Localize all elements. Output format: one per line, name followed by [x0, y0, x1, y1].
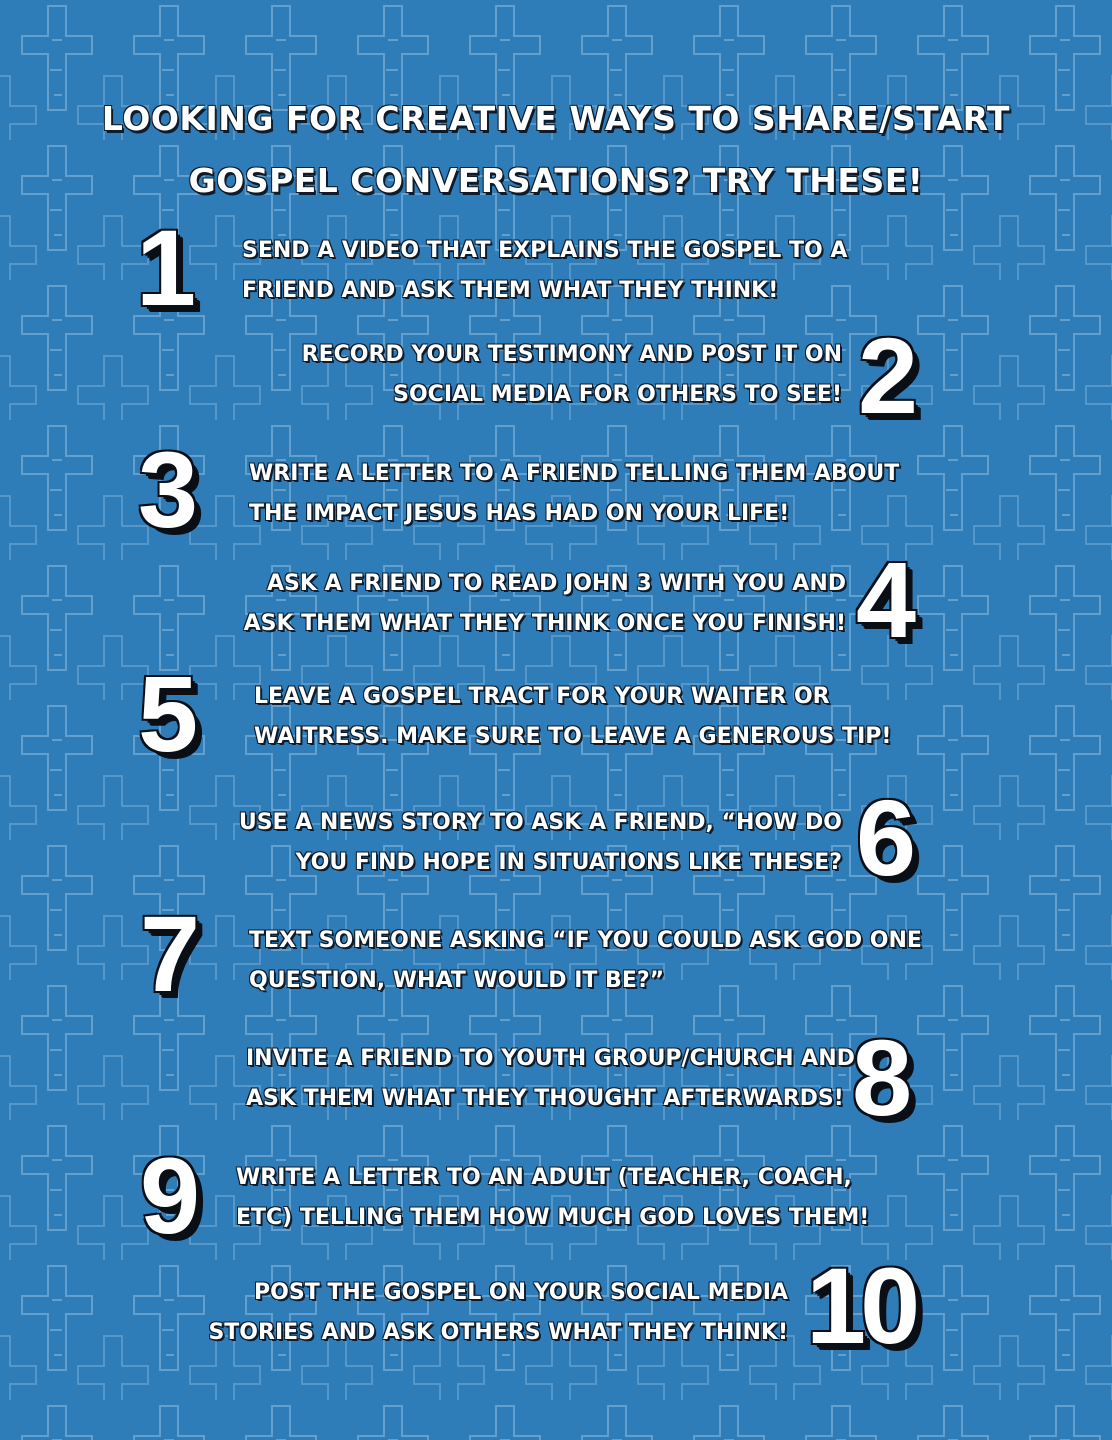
item-4-line-2: ASK THEM WHAT THEY THINK ONCE YOU FINISH!: [243, 611, 846, 636]
item-number-2: 2: [858, 315, 913, 436]
item-5-line-2: WAITRESS. MAKE SURE TO LEAVE A GENEROUS TIP!: [254, 724, 892, 749]
item-text-4: [244, 564, 846, 644]
item-number-5: 5: [138, 653, 193, 774]
item-text-1: [242, 231, 847, 311]
item-4-line-1: ASK A FRIEND TO READ JOHN 3 WITH YOU AND: [266, 571, 846, 596]
item-number-3: 3: [138, 429, 193, 550]
item-5-line-1: LEAVE A GOSPEL TRACT FOR YOUR WAITER OR: [254, 684, 830, 709]
item-6-line-1: USE A NEWS STORY TO ASK A FRIEND, “HOW DO: [238, 810, 842, 835]
item-8-line-2: ASK THEM WHAT THEY THOUGHT AFTERWARDS!: [246, 1086, 844, 1111]
item-text-3: [249, 454, 899, 534]
item-10-line-1: POST THE GOSPEL ON YOUR SOCIAL MEDIA: [254, 1280, 788, 1305]
item-text-5: [254, 677, 891, 757]
item-number-6: 6: [856, 777, 911, 898]
item-9-line-2: ETC) TELLING THEM HOW MUCH GOD LOVES THEM!: [236, 1205, 870, 1230]
item-text-8: [246, 1039, 855, 1119]
item-number-9: 9: [140, 1135, 195, 1256]
item-number-1: 1: [136, 207, 191, 328]
item-text-6: [239, 803, 842, 883]
item-number-7: 7: [140, 893, 195, 1014]
page-title: [0, 88, 1112, 212]
item-text-2: [302, 335, 842, 415]
item-7-line-1: TEXT SOMEONE ASKING “IF YOU COULD ASK GOD ONE: [249, 928, 922, 953]
item-3-line-1: WRITE A LETTER TO A FRIEND TELLING THEM ABOUT: [249, 461, 900, 486]
item-3-line-2: THE IMPACT JESUS HAS HAD ON YOUR LIFE!: [249, 501, 790, 526]
item-number-4: 4: [856, 539, 911, 660]
item-text-10: [208, 1273, 788, 1353]
item-8-line-1: INVITE A FRIEND TO YOUTH GROUP/CHURCH AND: [246, 1046, 855, 1071]
item-number-10: 10: [806, 1245, 915, 1366]
item-number-8: 8: [852, 1017, 907, 1138]
item-9-line-1: WRITE A LETTER TO AN ADULT (TEACHER, COACH,: [236, 1165, 852, 1190]
item-7-line-2: QUESTION, WHAT WOULD IT BE?”: [249, 968, 665, 993]
title-line-1: LOOKING FOR CREATIVE WAYS TO SHARE/START: [101, 99, 1011, 138]
item-2-line-1: RECORD YOUR TESTIMONY AND POST IT ON: [301, 342, 842, 367]
item-1-line-2: FRIEND AND ASK THEM WHAT THEY THINK!: [242, 278, 779, 303]
item-text-9: [236, 1158, 869, 1238]
item-10-line-2: STORIES AND ASK OTHERS WHAT THEY THINK!: [208, 1320, 788, 1345]
item-1-line-1: SEND A VIDEO THAT EXPLAINS THE GOSPEL TO A: [242, 238, 848, 263]
item-6-line-2: YOU FIND HOPE IN SITUATIONS LIKE THESE?: [295, 850, 842, 875]
title-line-2: GOSPEL CONVERSATIONS? TRY THESE!: [188, 161, 924, 200]
item-2-line-2: SOCIAL MEDIA FOR OTHERS TO SEE!: [393, 382, 842, 407]
item-text-7: [249, 921, 922, 1001]
